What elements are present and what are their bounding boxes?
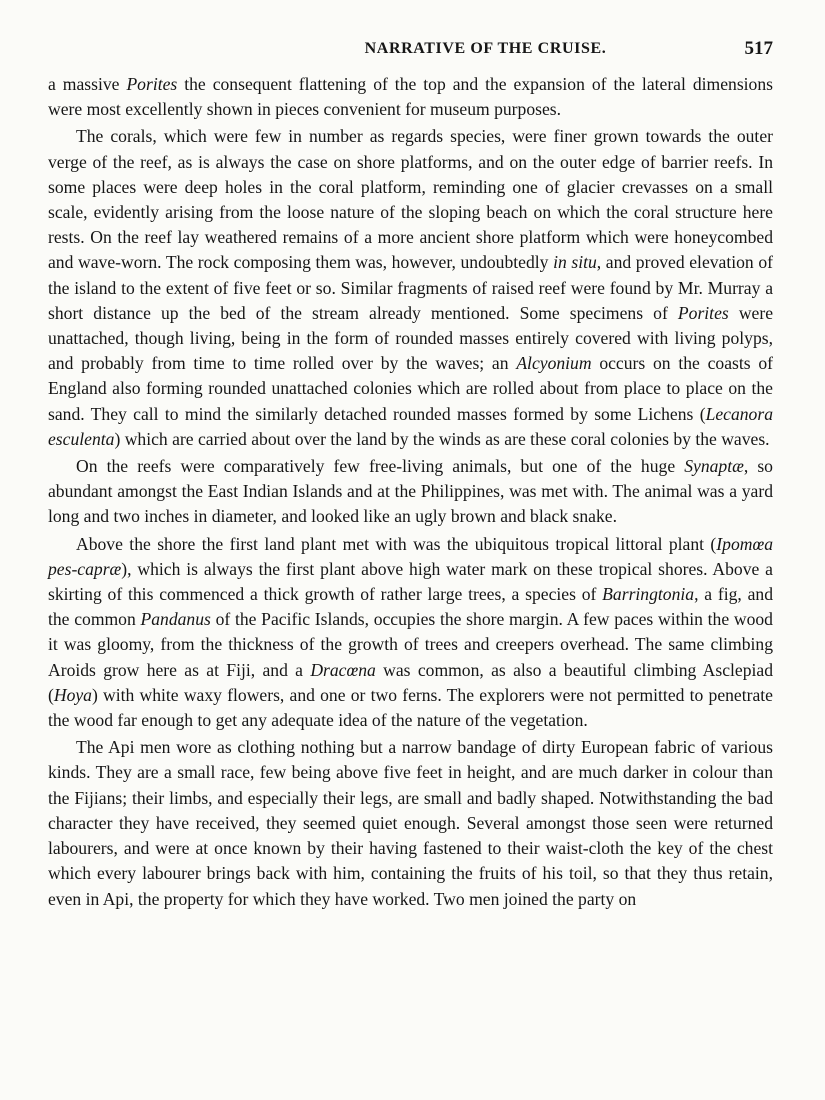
text-run: , and proved elevation of the island to the extent of five feet or so. Similar fragments of raised reef were found by Mr. Murray a short distance up the bed of the stream already mentioned. Some specimens of (48, 252, 773, 323)
body-text (48, 72, 773, 912)
paragraph (48, 454, 773, 530)
text-run: occurs on the coasts of England also forming rounded unattached colonies which are rolled about from place to place on the sand. They call to mind the similarly detached rounded masses formed by some Lichens ( (48, 353, 774, 424)
text-run: ), which is always the first plant above high water mark on these tropical shores. Above a skirting of this commenced a thick growth of rather large trees, a species of (48, 558, 773, 605)
text-run: of the Pacific Islands, occupies the shore margin. A few paces within the wood it was gloomy, from the thickness of the growth of trees and creepers overhead. The same climbing Aroids grow here as at Fiji, and a (48, 609, 773, 680)
text-run: Above the shore the first land plant met with was the ubiquitous tropical littoral plant ( (76, 533, 717, 554)
paragraph (48, 735, 773, 911)
italic-term: Barringtonia (602, 584, 695, 605)
text-run: ) with white waxy flowers, and one or two ferns. The explorers were not permitted to penetrate the wood far enough to get any adequate idea of the nature of the vegetation. (48, 684, 773, 731)
italic-term: in situ (553, 252, 597, 273)
text-run: , so abundant amongst the East Indian Islands and at the Philippines, was met with. The animal was a yard long and two inches in diameter, and looked like an ugly brown and black snake. (48, 456, 773, 527)
paragraph (48, 72, 773, 122)
italic-term: Porites (126, 74, 178, 94)
page-number: 517 (744, 38, 773, 59)
italic-term: Porites (677, 302, 729, 323)
italic-term: Synaptæ (684, 456, 744, 477)
text-run: On the reefs were comparatively few free-living animals, but one of the huge (76, 456, 685, 477)
text-run: the consequent flattening of the top and the expansion of the lateral dimensions were most excellently shown in pieces convenient for museum purposes. (48, 74, 774, 120)
text-run: a massive (48, 74, 127, 94)
text-run: The corals, which were few in number as regards species, were finer grown towards the outer verge of the reef, as is always the case on shore platforms, and on the outer edge of barrier reefs. In some places were deep holes in the coral platform, reminding one of glacier crevasses on a small scale, evidently arising from the loose nature of the sloping beach on which the coral structure here rests. On the reef lay weathered remains of a more ancient shore platform which were honeycombed and wave-worn. The rock composing them was, however, undoubtedly (48, 126, 773, 273)
text-run: The Api men wore as clothing nothing but a narrow bandage of dirty European fabric of various kinds. They are a small race, few being above five feet in height, and are much darker in colour than the Fijians; their limbs, and especially their legs, are small and badly shaped. Notwithstanding the bad character they have received, they seemed quiet enough. Several amongst those seen were returned labourers, and were at once known by their having fastened to their waist-cloth the key of the chest which every labourer brings back with him, containing the fruits of his toil, so that they thus retain, even in Api, the property for which they have worked. Two men joined the party on (48, 737, 773, 909)
text-run: , a fig, and the common (48, 584, 773, 630)
running-title: NARRATIVE OF THE CRUISE. (364, 40, 607, 57)
italic-term: Pandanus (140, 609, 211, 630)
italic-term: Ipomœa pes-capræ (48, 533, 773, 579)
italic-term: Lecanora esculenta (48, 403, 773, 449)
italic-term: Alcyonium (516, 353, 592, 374)
paragraph (48, 532, 773, 734)
text-run: ) which are carried about over the land by the winds as are these coral colonies by the waves. (114, 428, 770, 449)
italic-term: Hoya (53, 684, 92, 705)
italic-term: Dracœna (310, 659, 376, 680)
paragraph (48, 124, 773, 452)
text-run: were unattached, though living, being in the form of rounded masses entirely covered with living polyps, and probably from time to time rolled over by the waves; an (48, 302, 773, 374)
running-header (48, 34, 773, 64)
text-run: was common, as also a beautiful climbing Asclepiad ( (48, 659, 773, 705)
